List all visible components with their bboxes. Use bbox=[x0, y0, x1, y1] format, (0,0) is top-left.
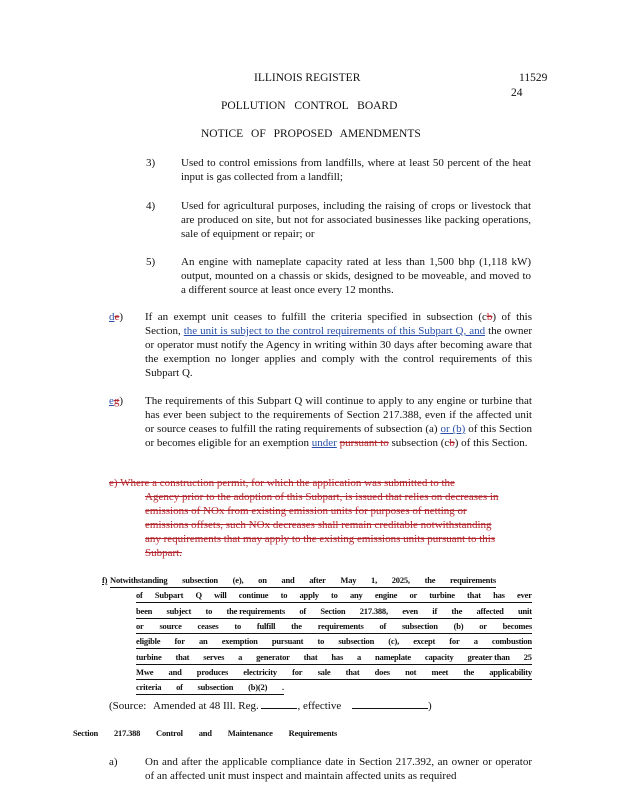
para-f-word: for bbox=[292, 666, 303, 677]
para-a-text: On and after the applicable compliance date in Section 217.392, an owner or operator of an affected unit must inspect and maintain affected units as required bbox=[145, 756, 532, 782]
para-e-number bbox=[109, 394, 123, 408]
para-d-number bbox=[109, 310, 123, 324]
board-title: POLLUTION CONTROL BOARD bbox=[221, 100, 398, 112]
para-f-word: if bbox=[432, 605, 438, 616]
para-f-word: nameplate bbox=[375, 651, 411, 662]
section-title: Control and Maintenance Requirements bbox=[156, 728, 338, 738]
para-e-number-tail: ) bbox=[119, 395, 124, 407]
para-f-word: turbine bbox=[136, 651, 162, 662]
para-f-word: will bbox=[214, 590, 227, 601]
para-f-word: or bbox=[136, 620, 144, 631]
source-amended: Amended at 48 Ill. Reg. bbox=[153, 700, 259, 712]
para-a-number: a) bbox=[109, 756, 118, 768]
para-f-word: that bbox=[345, 666, 360, 677]
deleted-para-line-6: Subpart. bbox=[145, 547, 182, 559]
page-number: 11529 bbox=[519, 72, 548, 84]
item-5-number: 5) bbox=[146, 256, 156, 268]
para-f-word: applicability bbox=[489, 666, 532, 677]
para-e-text-3: subsection (c bbox=[391, 437, 450, 449]
para-e-deleted-2: pursuant to bbox=[339, 437, 389, 449]
para-f-word: does bbox=[374, 666, 390, 677]
item-3-number: 3) bbox=[146, 157, 156, 169]
para-f-word: after bbox=[309, 575, 326, 585]
para-f-word: eligible bbox=[136, 636, 161, 647]
para-f-word: apply bbox=[299, 590, 319, 601]
deleted-para-line-2: Agency prior to the adoption of this Subpart, is issued that relies on decreases in bbox=[145, 491, 499, 503]
para-f-word: produces bbox=[196, 666, 229, 677]
para-e-number-inserted: e bbox=[109, 395, 114, 407]
deleted-para-line-3: emissions of NOx from existing emission units for purposes of netting or bbox=[145, 505, 467, 517]
para-f-word: to bbox=[317, 636, 325, 647]
para-e-text-1: The requirements of this Subpart Q will continue to apply to any engine or turbine that has ever been subject to the requirements of Section 217.388, even if the affected unit or source ceases to fulfill the rating requirements of subsection (a) bbox=[145, 395, 532, 435]
para-f-word: a bbox=[473, 636, 478, 647]
register-title: ILLINOIS REGISTER bbox=[254, 72, 361, 84]
para-f-word: electricity bbox=[243, 666, 277, 677]
para-f-word: or bbox=[479, 620, 487, 631]
para-f-word: the bbox=[424, 575, 436, 585]
source-effective: , effective bbox=[297, 700, 342, 712]
para-f-word: becomes bbox=[502, 620, 532, 631]
para-f-word: that bbox=[467, 590, 481, 601]
para-d-text bbox=[145, 310, 532, 380]
deleted-para-line-5: any requirements that may apply to the existing emissions units pursuant to this bbox=[145, 533, 496, 545]
item-5-text: An engine with nameplate capacity rated at less than 1,500 bhp (1,118 kW) output, mounted on a chassis or skids, designed to be moveable, and moved to a different source at least once every 12 months. bbox=[181, 256, 531, 296]
para-f-word: May bbox=[340, 575, 357, 585]
para-f-word: subsection bbox=[182, 575, 218, 585]
section-number: 217.388 bbox=[114, 728, 141, 738]
para-d-number-tail: ) bbox=[119, 311, 124, 323]
para-f-word: Mwe bbox=[136, 666, 154, 677]
para-f-word: has bbox=[331, 651, 344, 662]
para-e-text-3b: ) of this Section. bbox=[454, 437, 528, 449]
para-f-word: to bbox=[205, 605, 213, 616]
para-e-inserted-1: or (b) bbox=[440, 423, 466, 435]
para-f-word: or bbox=[409, 590, 418, 601]
para-f-word: not bbox=[405, 666, 417, 677]
para-f-word: requirements bbox=[450, 575, 496, 585]
para-d-text-1: If an exempt unit ceases to fulfill the criteria specified in subsection (c bbox=[145, 311, 487, 323]
notice-title: NOTICE OF PROPOSED AMENDMENTS bbox=[201, 128, 421, 140]
para-f-word: and bbox=[281, 575, 295, 585]
para-f-word: subsection bbox=[401, 620, 438, 631]
para-f-word: except bbox=[413, 636, 436, 647]
para-f-word: pursuant bbox=[271, 636, 304, 647]
para-f-word: a bbox=[357, 651, 362, 662]
para-f-word: on bbox=[258, 575, 267, 585]
para-f-word: and bbox=[168, 666, 182, 677]
para-f-row bbox=[136, 650, 532, 665]
item-4-number: 4) bbox=[146, 200, 156, 212]
para-f-word: 217.388, bbox=[359, 605, 388, 616]
source-date-blank bbox=[352, 708, 428, 709]
para-f-word: (b) bbox=[453, 620, 464, 631]
para-e-deleted-letter: b bbox=[449, 437, 455, 449]
para-f-word: source bbox=[159, 620, 182, 631]
para-f-word: 25 bbox=[523, 651, 532, 662]
para-f-word: that bbox=[303, 651, 318, 662]
para-f-word: has bbox=[493, 590, 505, 601]
source-reg-blank bbox=[261, 708, 297, 709]
para-f-word: the bbox=[451, 605, 463, 616]
para-f-row bbox=[110, 573, 496, 588]
para-f-word: capacity bbox=[424, 651, 454, 662]
source-note bbox=[109, 699, 432, 713]
para-e-number-deleted: g bbox=[113, 395, 120, 407]
para-f-word: the requirements bbox=[226, 605, 286, 616]
para-f-word: Section bbox=[320, 605, 346, 616]
para-f-row bbox=[136, 604, 532, 619]
item-4-text: Used for agricultural purposes, including the raising of crops or livestock that are produced on site, but not for associated businesses like packing operations, sale of equipment or repair; or bbox=[181, 200, 531, 240]
para-f-word: unit bbox=[518, 605, 532, 616]
para-f-word: the bbox=[291, 620, 302, 631]
para-f-word: of bbox=[136, 590, 143, 601]
para-f-word: 2025, bbox=[391, 575, 410, 585]
para-f-word: subsection bbox=[338, 636, 375, 647]
para-d-text-2: the owner or operator must notify the Agency in writing within 30 days after becoming aware that the exemption no longer applies and comply with the control requirements of this Subpart Q. bbox=[145, 325, 533, 379]
para-f-word: ceases bbox=[197, 620, 219, 631]
para-f-row bbox=[136, 619, 532, 634]
para-e-text-2: of this Section or becomes eligible for an exemption bbox=[145, 423, 532, 449]
para-f-word: exemption bbox=[221, 636, 258, 647]
para-f-word: engine bbox=[374, 590, 398, 601]
para-f-word: requirements bbox=[317, 620, 364, 631]
para-d-number-deleted: e bbox=[114, 311, 120, 323]
para-f-word: Q bbox=[195, 590, 202, 601]
para-f-word: a bbox=[238, 651, 243, 662]
para-f-word: for bbox=[449, 636, 460, 647]
para-f-word: combustion bbox=[491, 636, 532, 647]
para-f-word: the bbox=[463, 666, 475, 677]
para-f-word: serves bbox=[203, 651, 225, 662]
para-f-row bbox=[136, 588, 532, 603]
para-f-word: . bbox=[282, 682, 284, 693]
para-d-inserted-text: the unit is subject to the control requirements of this Subpart Q, and bbox=[183, 325, 486, 337]
para-e-inserted-2: under bbox=[311, 437, 337, 449]
para-f-word: that bbox=[175, 651, 190, 662]
para-d-deleted-letter: b bbox=[486, 311, 493, 323]
para-f-word: turbine bbox=[429, 590, 455, 601]
para-f-word: continue bbox=[238, 590, 269, 601]
para-f-word: even bbox=[402, 605, 418, 616]
para-f-word: fulfill bbox=[256, 620, 276, 631]
para-f-word: Notwithstanding bbox=[110, 575, 168, 585]
item-3-text: Used to control emissions from landfills, where at least 50 percent of the heat input is gas collected from a landfill; bbox=[181, 157, 531, 183]
section-label: Section bbox=[73, 728, 99, 738]
deleted-para-line-4: emissions offsets, such NOx decreases shall remain creditable notwithstanding bbox=[145, 519, 492, 531]
para-f-word: to bbox=[234, 620, 242, 631]
para-f-word: greater than bbox=[467, 651, 510, 662]
para-f-word: been bbox=[136, 605, 153, 616]
para-f-word: meet bbox=[431, 666, 449, 677]
para-e-text bbox=[145, 394, 532, 450]
deleted-para-line-1: e) Where a construction permit, for which the application was submitted to the bbox=[109, 477, 455, 489]
para-d-text-1b: ) of this Section, bbox=[145, 311, 532, 337]
para-f-word: to bbox=[280, 590, 288, 601]
source-prefix: (Source: bbox=[109, 700, 147, 712]
para-f-word: of bbox=[299, 605, 307, 616]
para-f-word: any bbox=[349, 590, 363, 601]
para-f-word: (c), bbox=[388, 636, 400, 647]
para-f-word: of bbox=[176, 682, 183, 693]
para-f-word: (e), bbox=[232, 575, 244, 585]
para-f-word: criteria bbox=[136, 682, 162, 693]
para-f-label: f) bbox=[102, 575, 108, 585]
para-f-word: of bbox=[379, 620, 387, 631]
para-f-word: ever bbox=[517, 590, 532, 601]
para-f-word: 1, bbox=[371, 575, 378, 585]
para-f-word: an bbox=[198, 636, 208, 647]
source-suffix: ) bbox=[428, 700, 432, 712]
para-d-number-inserted: d bbox=[109, 311, 115, 323]
para-f-word: (b)(2) bbox=[248, 682, 268, 693]
para-f-word: to bbox=[331, 590, 338, 601]
page-sub-number: 24 bbox=[511, 87, 523, 99]
para-f-word: subject bbox=[166, 605, 192, 616]
para-f-row bbox=[136, 680, 284, 695]
para-f-word: sale bbox=[317, 666, 331, 677]
para-f-row bbox=[136, 665, 532, 680]
para-f-word: affected bbox=[476, 605, 504, 616]
para-f-row bbox=[136, 634, 532, 649]
para-f-word: generator bbox=[256, 651, 290, 662]
para-f-word: for bbox=[174, 636, 185, 647]
para-f-word: Subpart bbox=[154, 590, 184, 601]
para-f-word: subsection bbox=[197, 682, 234, 693]
